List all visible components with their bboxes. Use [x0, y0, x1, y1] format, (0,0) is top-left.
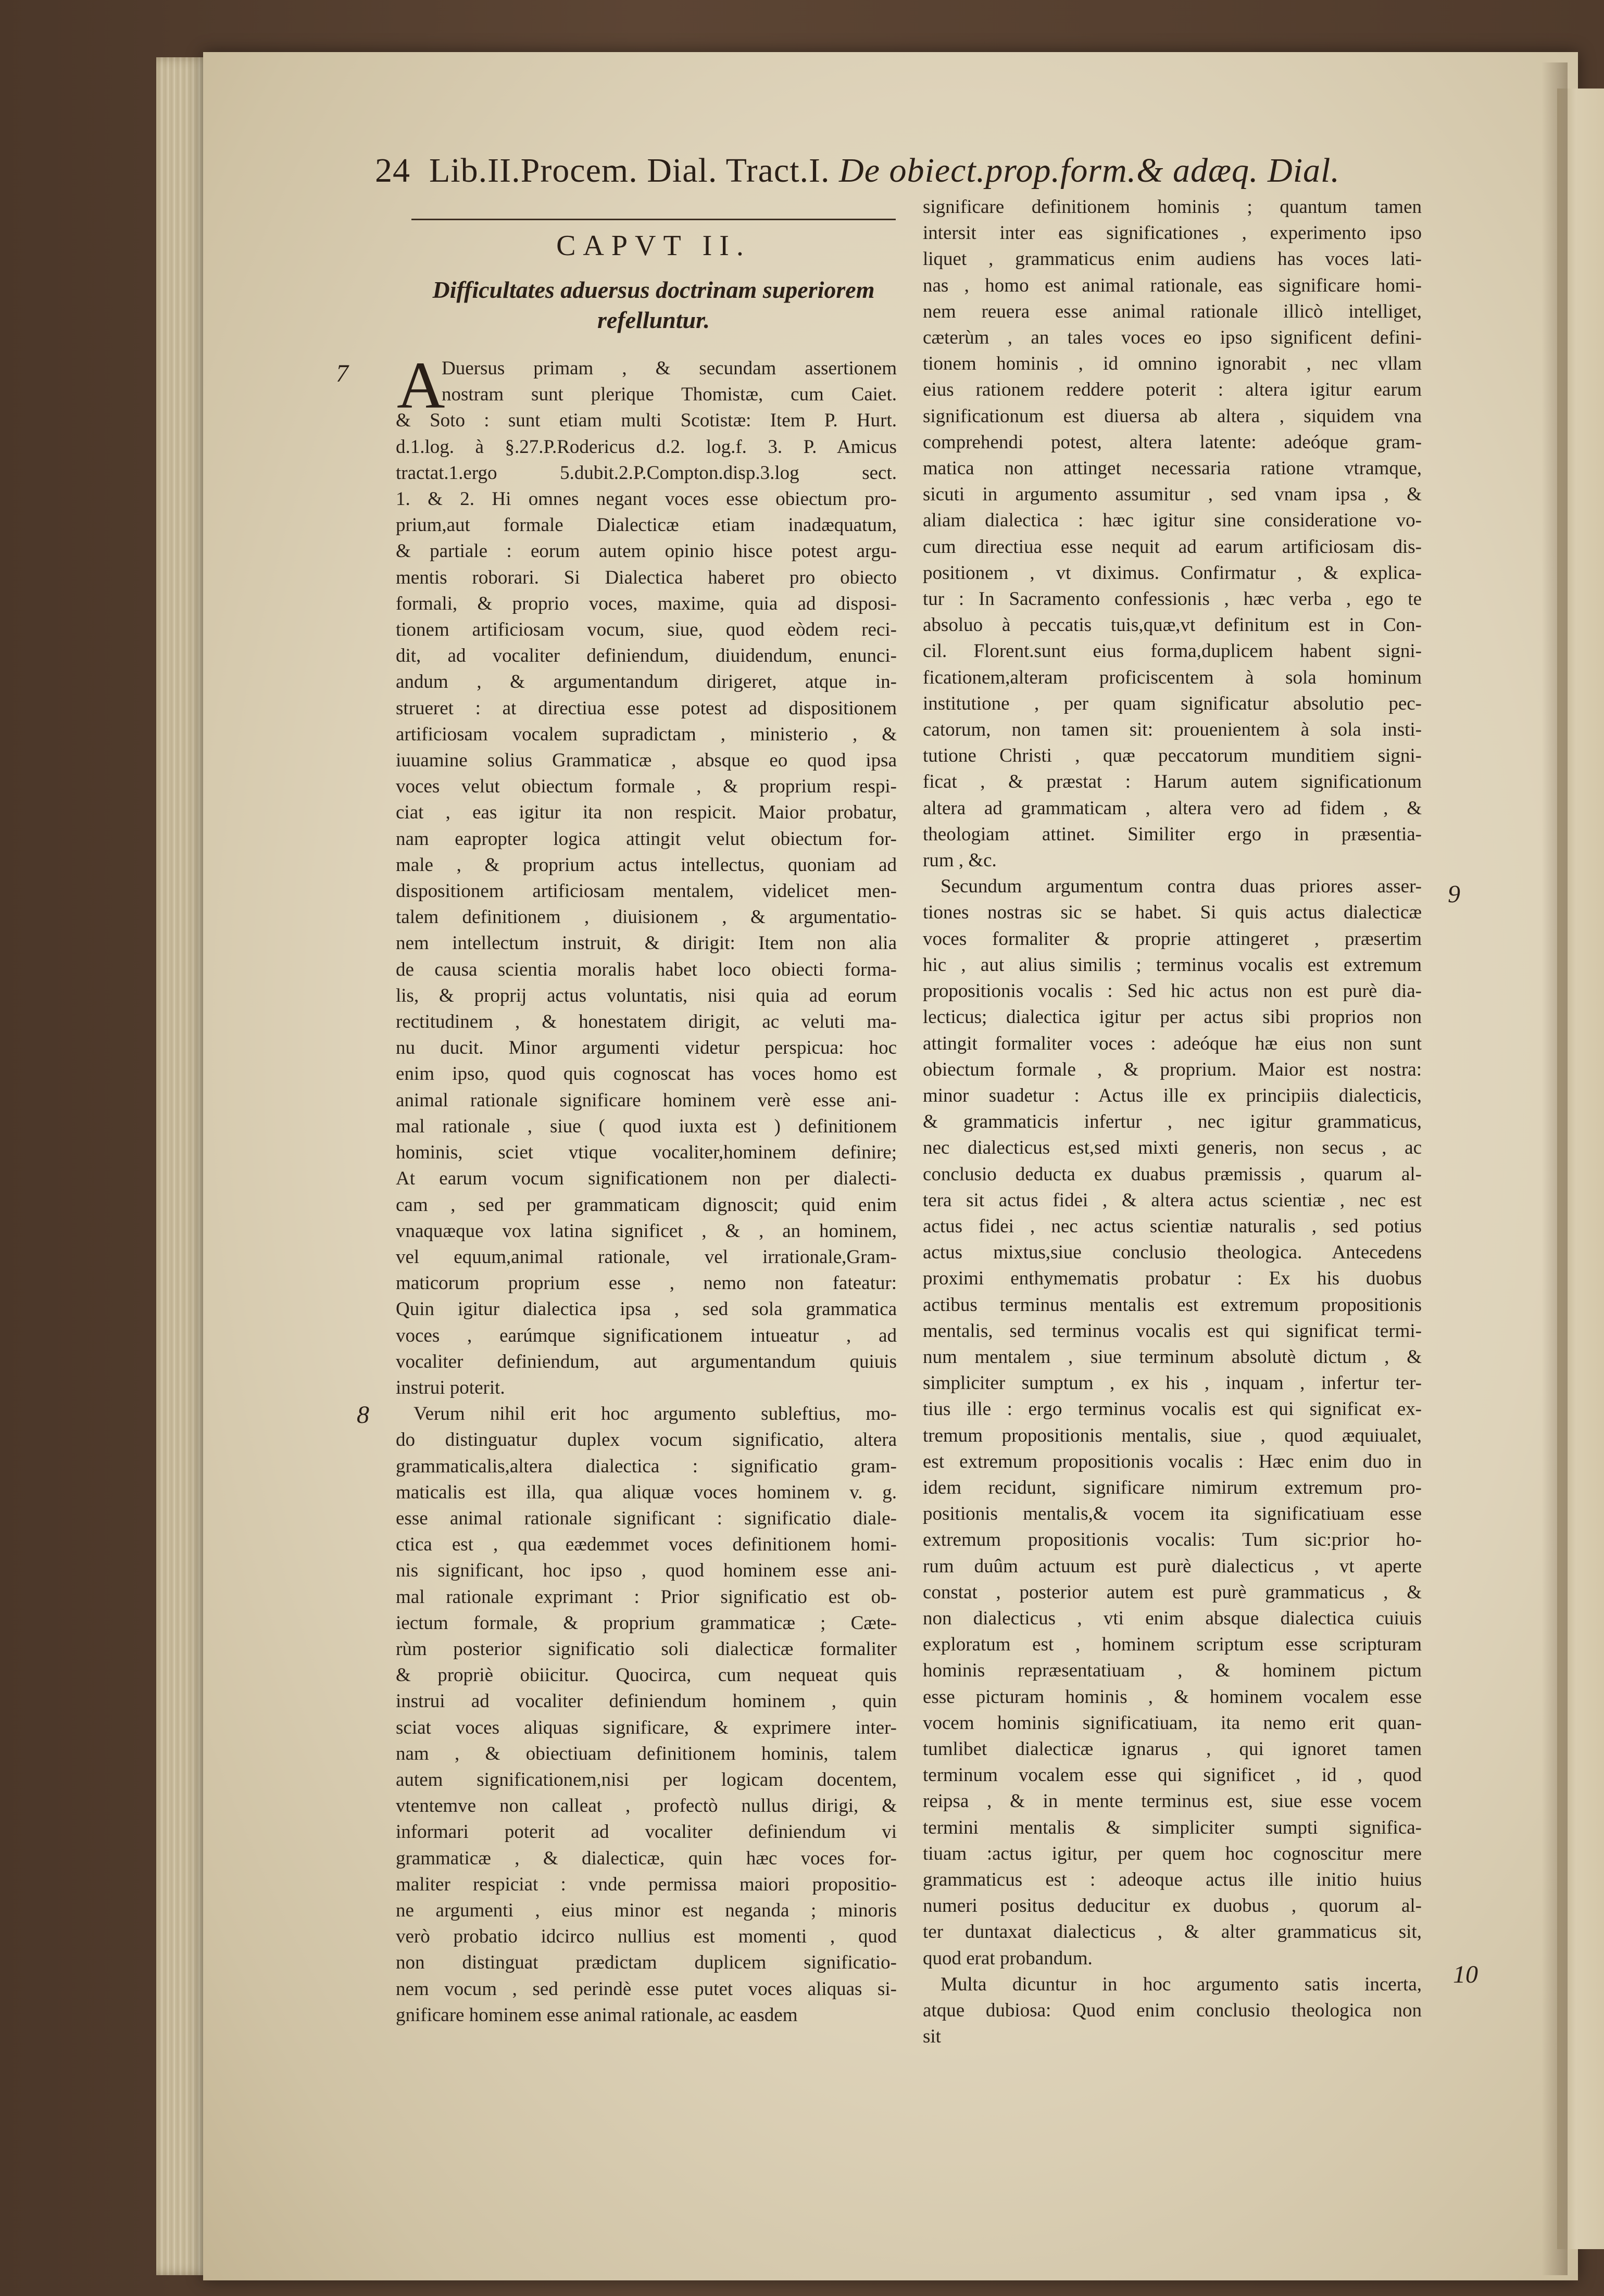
text-line: cum directiua esse nequit ad earum artificiosam dis- [923, 536, 1422, 558]
text-line: tur : In Sacramento confessionis , hæc verba , ego te [923, 588, 1422, 610]
text-line: institutione , per quam significatur absolutio pec- [923, 692, 1422, 714]
text-line: nam , & obiectiuam definitionem hominis, talem [396, 1743, 897, 1764]
text-line: andum , & argumentandum dirigeret, atque in- [396, 671, 897, 693]
right-text-column [923, 194, 1422, 2050]
text-line: actus mixtus,siue conclusio theologica. Antecedens [923, 1242, 1422, 1264]
text-line: tius ille : ergo terminus vocalis est qui significat ex- [923, 1398, 1422, 1420]
text-line: Quin igitur dialectica ipsa , sed sola grammatica [396, 1298, 897, 1320]
text-line: cil. Florent.sunt eius forma,duplicem habent signi- [923, 640, 1422, 662]
text-line: extremum propositionis vocalis: Tum sic:prior ho- [923, 1529, 1422, 1551]
text-line: ciat , eas igitur ita non respicit. Maior probatur, [396, 802, 897, 824]
text-line: mentalis, sed terminus vocalis est qui significat termi- [923, 1320, 1422, 1342]
text-line: nam eapropter logica attingit velut obiectum for- [396, 828, 897, 850]
text-line: hic , aut alius similis ; terminus vocalis est extremum [923, 954, 1422, 976]
text-line: atque dubiosa: Quod enim conclusio theologica non [923, 2000, 1422, 2022]
text-line: formali, & proprio voces, maxime, quia ad disposi- [396, 592, 897, 614]
text-line: lis, & proprij actus voluntatis, nisi quia ad eorum [396, 985, 897, 1006]
text-line: tractat.1.ergo 5.dubit.2.P.Compton.disp.3.log sect. [396, 462, 897, 484]
text-line: non distinguat prædictam duplicem significatio- [396, 1952, 897, 1974]
text-line: At earum vocum significationem non per dialecti- [396, 1168, 897, 1190]
text-line: sit [923, 2026, 941, 2048]
text-line: prium,aut formale Dialecticæ etiam inadæquatum, [396, 514, 897, 536]
running-head-italic: De obiect.prop.form.& adæq. Dial. [839, 152, 1340, 190]
chapter-subtitle-line: refelluntur. [597, 307, 710, 333]
text-line: tremum propositionis mentalis, siue , quod æquiualet, [923, 1424, 1422, 1446]
text-line: hominis, sciet vtique vocaliter,hominem definire; [396, 1142, 897, 1164]
chapter-title: CAPVT II. [556, 230, 751, 262]
margin-number: 9 [1448, 880, 1460, 908]
text-line: vocaliter definiendum, aut argumentandum quiuis [396, 1351, 897, 1372]
text-line: mentis roborari. Si Dialectica haberet pro obiecto [396, 566, 897, 588]
text-line: grammaticæ , & dialecticæ, quin hæc voces for- [396, 1847, 897, 1869]
text-line: ter duntaxat dialecticus , & alter grammaticus sit, [923, 1921, 1422, 1943]
text-line: verò probatio idcirco nullius est momenti , quod [396, 1926, 897, 1948]
text-line: minor suadetur : Actus ille ex principiis dialecticis, [923, 1084, 1422, 1106]
text-line: tionem artificiosam vocum, siue, quod eòdem reci- [396, 619, 897, 641]
text-line: Duersus primam , & secundam assertionem [442, 358, 897, 379]
text-line: vel equum,animal rationale, vel irrationale,Gram- [396, 1246, 897, 1268]
text-line: significare definitionem hominis ; quantum tamen [923, 196, 1422, 218]
text-line: tiuam :actus igitur, per quem hoc cognoscitur mere [923, 1843, 1422, 1864]
text-line: 1. & 2. Hi omnes negant voces esse obiectum pro- [396, 488, 897, 510]
text-line: simpliciter sumptum , ex his , inquam , infertur ter- [923, 1372, 1422, 1394]
text-line: informari poterit ad vocaliter definiendum vi [396, 1821, 897, 1843]
text-line: numeri positus deducitur ex duobus , quorum al- [923, 1895, 1422, 1917]
text-line: mal rationale exprimant : Prior significatio est ob- [396, 1586, 897, 1608]
text-line: nem intellectum instruit, & dirigit: Item non alia [396, 932, 897, 954]
margin-number: 7 [336, 360, 348, 387]
text-line: actibus terminus mentalis est extremum propositionis [923, 1294, 1422, 1316]
text-line: lecticus; dialectica igitur per actus sibi proprios non [923, 1006, 1422, 1028]
text-line: autem significationem,nisi per logicam docentem, [396, 1769, 897, 1790]
text-line: animal rationale significare hominem verè esse ani- [396, 1089, 897, 1111]
margin-number: 8 [357, 1401, 369, 1429]
text-line: enim ipso, quod quis cognoscat has voces homo est [396, 1063, 897, 1085]
text-line: liquet , grammaticus enim audiens has voces lati- [923, 248, 1422, 270]
text-line: & propriè obiicitur. Quocirca, cum nequeat quis [396, 1664, 897, 1686]
text-line: tutione Christi , quæ peccatorum munditiem signi- [923, 745, 1422, 767]
text-line: attingit formaliter voces : adeóque hæ eius non sunt [923, 1032, 1422, 1054]
text-line: artificiosam vocalem supradictam , ministerio , & [396, 723, 897, 745]
text-line: cæterùm , an tales voces eo ipso significent defini- [923, 327, 1422, 349]
text-line: vnaquæque vox latina significet , & , an hominem, [396, 1220, 897, 1242]
text-line: positionis mentalis,& vocem ita significatiuam esse [923, 1503, 1422, 1525]
text-line: sicuti in argumento assumitur , sed vnam ipsa , & [923, 484, 1422, 506]
text-line: voces velut obiectum formale , & proprium respi- [396, 776, 897, 798]
chapter-subtitle [411, 275, 896, 335]
text-line: instrui poterit. [396, 1377, 505, 1398]
text-line: mal rationale , siue ( quod iuxta est ) definitionem [396, 1115, 897, 1137]
text-line: male , & proprium actus intellectus, quoniam ad [396, 854, 897, 876]
text-line: voces formaliter & proprie attingeret , præsertim [923, 928, 1422, 950]
text-line: nem vocum , sed perindè esse putet voces aliquas si- [396, 1978, 897, 2000]
text-line: Verum nihil erit hoc argumento subleftius, mo- [413, 1403, 897, 1425]
text-line: maticalis est illa, qua aliquæ voces hominem v. g. [396, 1481, 897, 1503]
text-line: nis significant, hoc ipso , quod hominem esse ani- [396, 1560, 897, 1582]
text-line: eius rationem reddere poterit : altera igitur earum [923, 379, 1422, 401]
text-line: non dialecticus , vti enim absque dialectica cuiuis [923, 1607, 1422, 1629]
text-line: theologiam attinet. Similiter ergo in præsentia- [923, 823, 1422, 845]
left-text-column [396, 348, 897, 2028]
text-line: aliam dialectica : hæc igitur sine consideratione vo- [923, 510, 1422, 532]
text-line: matica non attinget necessaria ratione vtramque, [923, 458, 1422, 480]
text-line: instrui ad vocaliter definiendum hominem , quin [396, 1691, 897, 1712]
text-line: grammaticus est : adeoque actus ille initio huius [923, 1869, 1422, 1890]
text-line: termini mentalis & simpliciter sumpti significa- [923, 1816, 1422, 1838]
text-line: iuuamine solius Grammaticæ , absque eo quod ipsa [396, 750, 897, 772]
text-line: sciat voces aliquas significare, & exprimere inter- [396, 1717, 897, 1738]
text-line: significationum est diuersa ab altera , siquidem vna [923, 405, 1422, 427]
text-line: ficat , & præstat : Harum autem significationum [923, 771, 1422, 793]
text-line: est extremum propositionis vocalis : Hæc enim duo in [923, 1450, 1422, 1472]
text-line: rùm posterior significatio soli dialecticæ formaliter [396, 1638, 897, 1660]
text-line: tera sit actus fidei , & altera actus scientiæ , nec est [923, 1189, 1422, 1211]
text-line: nu ducit. Minor argumenti videtur perspicua: hoc [396, 1037, 897, 1059]
text-line: hominis repræsentatiuam , & hominem pictum [923, 1660, 1422, 1682]
text-line: conclusio deducta ex duabus præmissis , quarum al- [923, 1163, 1422, 1185]
text-line: vtentemve non calleat , profectò nullus dirigi, & [396, 1795, 897, 1817]
text-line: dit, ad vocaliter definiendum, diuidendum, enunci- [396, 645, 897, 667]
text-line: terminum vocalem esse qui significet , id , quod [923, 1764, 1422, 1786]
text-line: nec dialecticus est,sed mixti generis, non secus , ac [923, 1137, 1422, 1159]
text-line: nostram sunt plerique Thomistæ, cum Caiet. [442, 384, 897, 406]
header-rule [411, 219, 896, 220]
text-line: maliter respiciat : vnde permissa maiori propositio- [396, 1873, 897, 1895]
text-line: iectum formale, & proprium grammaticæ ; Cæte- [396, 1612, 897, 1634]
drop-cap: A [397, 348, 445, 422]
text-line: gnificare hominem esse animal rationale, ac easdem [396, 2004, 798, 2026]
text-line: ctica est , qua eædemmet voces definitionem homi- [396, 1534, 897, 1556]
text-line: vocem hominis significatiuam, ita nemo erit quan- [923, 1712, 1422, 1734]
text-line: rum duûm actuum est purè dialecticus , vt aperte [923, 1555, 1422, 1577]
chapter-subtitle-line: Difficultates aduersus doctrinam superiorem [432, 276, 875, 303]
text-line: exploratum est , hominem scriptum esse scripturam [923, 1634, 1422, 1656]
margin-number: 10 [1453, 1961, 1478, 1988]
text-line: de causa scientia moralis habet loco obiecti forma- [396, 958, 897, 980]
text-line: rectitudinem , & honestatem dirigit, ac veluti ma- [396, 1011, 897, 1033]
text-line: strueret : at directiua esse potest ad dispositionem [396, 697, 897, 719]
text-line: d.1.log. à §.27.P.Rodericus d.2. log.f. 3. P. Amicus [396, 436, 897, 458]
text-line: comprehendi potest, altera latente: adeóque gram- [923, 431, 1422, 453]
text-line: grammaticalis,altera dialectica : significatio gram- [396, 1455, 897, 1477]
text-line: tionem hominis , id omnino ignorabit , nec vllam [923, 353, 1422, 375]
text-line: maticorum proprium esse , nemo non fateatur: [396, 1272, 897, 1294]
text-line: proximi enthymematis probatur : Ex his duobus [923, 1268, 1422, 1290]
text-line: voces , earúmque significationem intueatur , ad [396, 1324, 897, 1346]
text-line: catorum, non tamen sit: prouenientem à sola insti- [923, 719, 1422, 741]
text-line: nas , homo est animal rationale, eas significare homi- [923, 274, 1422, 296]
gutter-shadow [1542, 62, 1568, 2275]
text-line: absoluo à peccatis tuis,quæ,vt definitum est in Con- [923, 614, 1422, 636]
text-line: ne argumenti , eius minor est neganda ; minoris [396, 1899, 897, 1921]
text-line: constat , posterior autem est purè grammaticus , & [923, 1581, 1422, 1603]
text-line: nem reuera esse animal rationale illicò intelliget, [923, 300, 1422, 322]
running-head-text: Lib.II.Procem. Dial. Tract.I. [429, 152, 830, 190]
text-line: num mentalem , siue terminum absolutè dictum , & [923, 1346, 1422, 1368]
text-line: propositionis vocalis : Sed hic actus non est purè dia- [923, 980, 1422, 1002]
text-line: rum , &c. [923, 850, 997, 872]
text-line: cam , sed per grammaticam dignoscit; quid enim [396, 1194, 897, 1216]
text-line: altera ad grammaticam , altera vero ad fidem , & [923, 797, 1422, 819]
text-line: do distinguatur duplex vocum significatio, altera [396, 1429, 897, 1451]
text-line: & grammaticis infertur , nec igitur grammaticus, [923, 1111, 1422, 1133]
text-line: esse animal rationale significant : significatio diale- [396, 1507, 897, 1529]
text-line: idem recidunt, significare nimirum extremum pro- [923, 1477, 1422, 1498]
text-line: actus fidei , nec actus scientiæ naturalis , sed potius [923, 1215, 1422, 1237]
text-line: tiones nostras sic se habet. Si quis actus dialecticæ [923, 902, 1422, 924]
text-line: Multa dicuntur in hoc argumento satis incerta, [941, 1973, 1422, 1995]
text-line: quod erat probandum. [923, 1947, 1093, 1969]
page-number: 24 [375, 152, 410, 190]
text-line: dispositionem artificiosam mentalem, videlicet men- [396, 880, 897, 902]
text-line: & partiale : eorum autem opinio hisce potest argu- [396, 540, 897, 562]
text-line: obiectum formale , & proprium. Maior est nostra: [923, 1058, 1422, 1080]
text-line: reipsa , & in mente terminus est, siue esse vocem [923, 1790, 1422, 1812]
text-line: esse picturam hominis , & hominem vocalem esse [923, 1686, 1422, 1708]
text-line: tumlibet dialecticæ ignarus , qui ignoret tamen [923, 1738, 1422, 1760]
text-line: & Soto : sunt etiam multi Scotistæ: Item P. Hurt. [396, 410, 897, 432]
text-line: ficationem,alteram proficiscentem à sola hominum [923, 666, 1422, 688]
text-line: intersit inter eas significationes , experimento ipso [923, 222, 1422, 244]
text-line: positionem , vt diximus. Confirmatur , & explica- [923, 562, 1422, 584]
text-line: talem definitionem , diuisionem , & argumentatio- [396, 906, 897, 928]
text-line: Secundum argumentum contra duas priores asser- [941, 876, 1422, 898]
